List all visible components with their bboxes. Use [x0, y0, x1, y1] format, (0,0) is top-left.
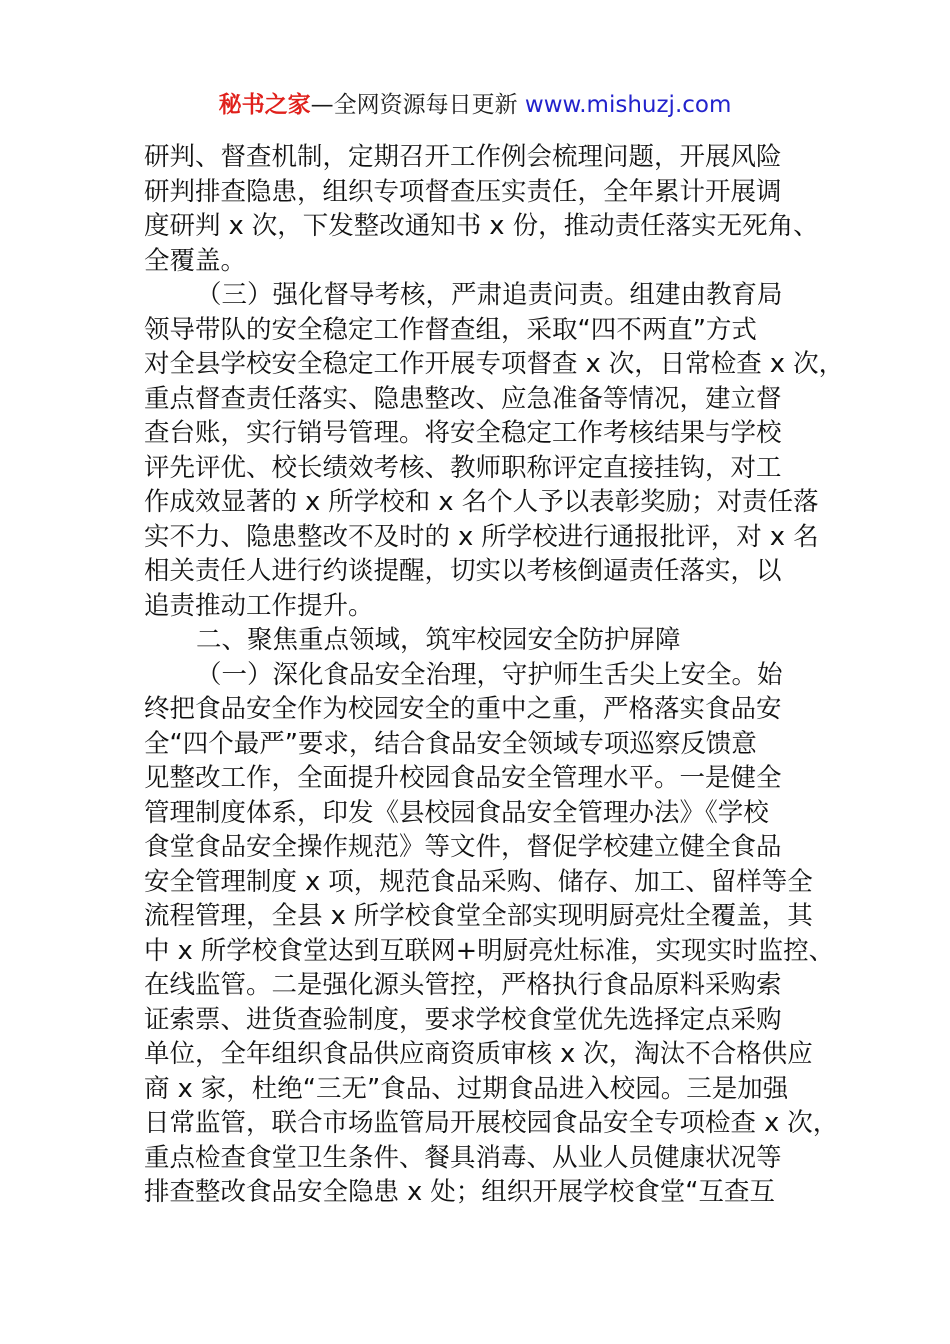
text-line: 重点检查食堂卫生条件、餐具消毒、从业人员健康状况等: [144, 1142, 782, 1173]
text-line: 对全县学校安全稳定工作开展专项督查 x 次，日常检查 x 次，: [144, 349, 845, 379]
text-line: 流程管理，全县 x 所学校食堂全部实现明厨亮灶全覆盖，其: [144, 901, 813, 931]
section-heading-3: （三）强化督导考核，严肃追责问责。组建由教育局: [196, 280, 783, 310]
text-line: 在线监管。二是强化源头管控，严格执行食品原料采购索: [144, 970, 782, 1000]
page-header: [0, 88, 950, 122]
text-line: 安全管理制度 x 项，规范食品采购、储存、加工、留样等全: [144, 866, 813, 897]
text-line: 终把食品安全作为校园安全的重中之重，严格落实食品安: [144, 694, 782, 724]
header-url[interactable]: www.mishuzj.com: [524, 92, 732, 118]
text-line: 证索票、进货查验制度，要求学校食堂优先选择定点采购: [144, 1004, 782, 1035]
text-line: 作成效显著的 x 所学校和 x 名个人予以表彰奖励；对责任落: [144, 487, 819, 517]
header-slogan: —全网资源每日更新: [310, 92, 525, 118]
text-line: 中 x 所学校食堂达到互联网+明厨亮灶标准，实现实时监控、: [144, 935, 835, 966]
text-line: 单位，全年组织食品供应商资质审核 x 次，淘汰不合格供应: [144, 1039, 813, 1069]
text-line: 重点督查责任落实、隐患整改、应急准备等情况，建立督: [144, 383, 782, 414]
text-line: 相关责任人进行约谈提醒，切实以考核倒逼责任落实，以: [144, 556, 782, 586]
text-line: 全覆盖。: [144, 245, 247, 276]
text-line: 实不力、隐患整改不及时的 x 所学校进行通报批评，对 x 名: [144, 521, 819, 552]
text-line: 全“四个最严”要求，结合食品安全领域专项巡察反馈意: [144, 728, 757, 759]
text-line: 追责推动工作提升。: [144, 590, 374, 621]
text-line: 日常监管，联合市场监管局开展校园食品安全专项检查 x 次，: [144, 1108, 839, 1138]
text-line: 研判、督查机制，定期召开工作例会梳理问题，开展风险: [144, 142, 782, 172]
document-body: [144, 140, 845, 1210]
text-line: 见整改工作，全面提升校园食品安全管理水平。一是健全: [144, 763, 782, 793]
text-line: 管理制度体系，印发《县校园食品安全管理办法》《学校: [144, 797, 769, 828]
text-line: 查台账，实行销号管理。将安全稳定工作考核结果与学校: [144, 418, 782, 448]
chapter-heading-2: 二、聚焦重点领域，筑牢校园安全防护屏障: [196, 625, 681, 655]
text-line: 研判排查隐患，组织专项督查压实责任，全年累计开展调: [144, 176, 782, 207]
text-line: 食堂食品安全操作规范》等文件，督促学校建立健全食品: [144, 832, 782, 862]
text-line: 商 x 家，杜绝“三无”食品、过期食品进入校园。三是加强: [144, 1073, 789, 1104]
text-line: 度研判 x 次，下发整改通知书 x 份，推动责任落实无死角、: [144, 211, 819, 241]
section-heading-1: （一）深化食品安全治理，守护师生舌尖上安全。始: [196, 659, 783, 690]
text-line: 领导带队的安全稳定工作督查组，采取“四不两直”方式: [144, 314, 757, 345]
text-line: 排查整改食品安全隐患 x 处；组织开展学校食堂“互查互: [144, 1177, 776, 1207]
brand-name: 秘书之家: [218, 92, 311, 118]
text-line: 评先评优、校长绩效考核、教师职称评定直接挂钩，对工: [144, 452, 782, 483]
